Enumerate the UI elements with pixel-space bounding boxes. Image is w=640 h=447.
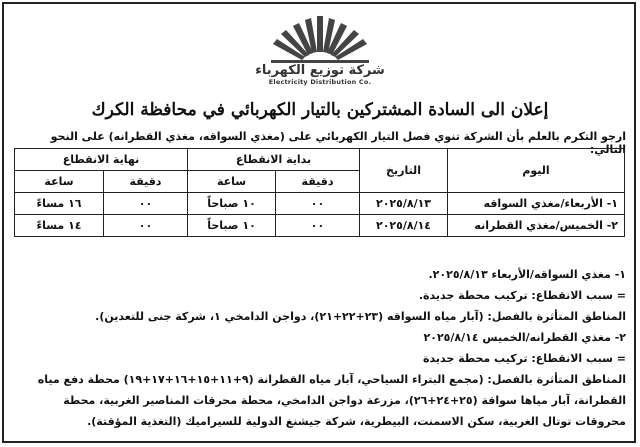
cell-start-hour: ١٠ صباحاً — [188, 215, 276, 237]
logo-sunburst-icon — [265, 10, 375, 64]
cell-end-hour: ١٦ مساءً — [15, 193, 104, 215]
cell-date: ٢٠٢٥/٨/١٤ — [360, 215, 448, 237]
header-start: بداية الانقطاع — [188, 149, 360, 171]
note-reason-2: = سبب الانقطاع: تركيب محطة جديدة — [423, 352, 626, 365]
header-end-minute: دقيقة — [104, 171, 188, 193]
table-header-row — [15, 149, 625, 171]
cell-date: ٢٠٢٥/٨/١٣ — [360, 193, 448, 215]
table-row — [15, 193, 625, 215]
note-areas-2: المناطق المتأثرة بالفصل: (مجمع البتراء السياحي، آبار مياه القطرانة (٩+١١+١٥+١٦+١٧+١٩) محطة دفع مياه القطرانة، آبار مياها سواقة (٢٥+٢٤+٢٦)، مزرعة دواجن الدامخي، محطة محرقات المناصير الغربية، محطة محروقات توتال الغربية، سكن الاسمنت، البيطرية، شركة جيشنغ الدولية للسيراميك (التغذية المؤقتة). — [37, 373, 626, 428]
cell-start-minute: ٠٠ — [276, 215, 360, 237]
header-day: اليوم — [448, 149, 625, 193]
header-date: التاريخ — [360, 149, 448, 193]
cell-end-minute: ٠٠ — [104, 193, 188, 215]
cell-end-minute: ٠٠ — [104, 215, 188, 237]
header-end-hour: ساعة — [15, 171, 104, 193]
note-areas-1: المناطق المتأثرة بالفصل: (آبار مياه السواقه (٢٣+٢٢+٢١)، دواجن الدامخي ١، شركة جنى للتعدين). — [95, 310, 626, 323]
note-reason-1: = سبب الانقطاع: تركيب محطة جديدة. — [418, 289, 626, 302]
header-start-minute: دقيقة — [276, 171, 360, 193]
cell-start-minute: ٠٠ — [276, 193, 360, 215]
announcement-title: إعلان الى السادة المشتركين بالتيار الكهربائي في محافظة الكرك — [91, 100, 549, 120]
company-logo — [254, 10, 386, 94]
header-end: نهاية الانقطاع — [15, 149, 188, 171]
note-feeder-1: ١- مغذي السواقه/الأربعاء ٢٠٢٥/٨/١٣. — [428, 268, 626, 281]
header-start-hour: ساعة — [188, 171, 276, 193]
cell-day: ١- الأربعاء/مغذي السواقه — [448, 193, 625, 215]
cell-day: ٢- الخميس/مغذي القطرانه — [448, 215, 625, 237]
logo-company-arabic: شركة توزيع الكهرباء — [255, 63, 385, 78]
logo-company-english: Electricity Distribution Co. — [268, 78, 372, 86]
notes-section — [14, 264, 626, 432]
note-feeder-2: ٢- مغذي القطرانه/الخميس ٢٠٢٥/٨/١٤ — [423, 331, 626, 344]
table-row — [15, 215, 625, 237]
schedule-table — [14, 148, 625, 237]
intro-text: ارجو التكرم بالعلم بأن الشركة تنوي فصل التيار الكهربائي على (مغذي السواقه، مغذي القطرانه) على النحو التالي: — [50, 130, 626, 156]
cell-end-hour: ١٤ مساءً — [15, 215, 104, 237]
cell-start-hour: ١٠ صباحاً — [188, 193, 276, 215]
